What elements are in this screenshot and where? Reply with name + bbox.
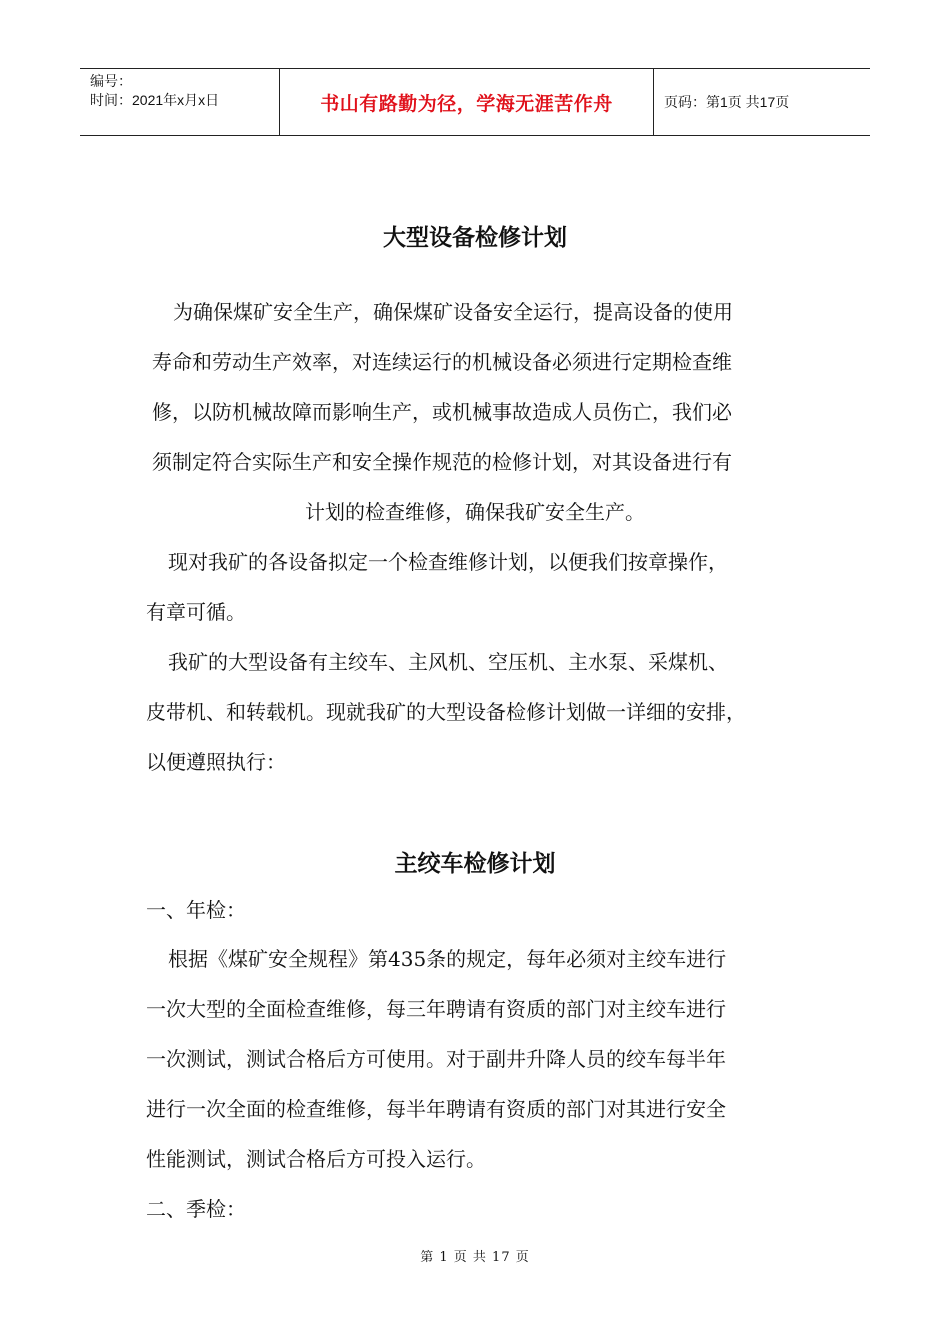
para3-line-3: 以便遵照执行： [146, 750, 286, 774]
para2-line-1: 现对我矿的各设备拟定一个检查维修计划，以便我们按章操作， [168, 550, 728, 574]
header-motto: 书山有路勤为径，学海无涯苦作舟 [280, 69, 654, 135]
intro-line-4: 须制定符合实际生产和安全操作规范的检修计划，对其设备进行有 [152, 450, 732, 474]
annual-line-3: 一次测试，测试合格后方可使用。对于副井升降人员的绞车每半年 [146, 1047, 726, 1071]
header-page-info: 页码：第1页 共17页 [664, 94, 790, 110]
quarterly-heading: 二、季检： [146, 1197, 246, 1221]
annual-heading: 一、年检： [146, 898, 246, 922]
intro-line-2: 寿命和劳动生产效率，对连续运行的机械设备必须进行定期检查维 [152, 350, 732, 374]
annual-line-4: 进行一次全面的检查维修，每半年聘请有资质的部门对其进行安全 [146, 1097, 726, 1121]
header-meta-cell [80, 69, 280, 135]
page-footer: 第 1 页 共 17 页 [420, 1250, 530, 1265]
section-title: 主绞车检修计划 [394, 851, 556, 877]
document-header [80, 68, 870, 136]
header-number-label: 编号： [90, 73, 132, 89]
para3-line-1: 我矿的大型设备有主绞车、主风机、空压机、主水泵、采煤机、 [168, 650, 728, 674]
para2-line-2: 有章可循。 [146, 600, 246, 624]
document-title: 大型设备检修计划 [383, 225, 567, 251]
intro-line-3: 修，以防机械故障而影响生产，或机械事故造成人员伤亡，我们必 [152, 400, 732, 424]
intro-line-5: 计划的检查维修，确保我矿安全生产。 [305, 500, 645, 524]
annual-line-1: 根据《煤矿安全规程》第435条的规定，每年必须对主绞车进行 [168, 947, 727, 971]
annual-line-2: 一次大型的全面检查维修，每三年聘请有资质的部门对主绞车进行 [146, 997, 726, 1021]
intro-line-1: 为确保煤矿安全生产，确保煤矿设备安全运行，提高设备的使用 [173, 300, 733, 324]
annual-line-5: 性能测试，测试合格后方可投入运行。 [146, 1147, 486, 1171]
para3-line-2: 皮带机、和转载机。现就我矿的大型设备检修计划做一详细的安排， [146, 700, 746, 724]
header-time-label: 时间：2021年x月x日 [90, 92, 220, 108]
